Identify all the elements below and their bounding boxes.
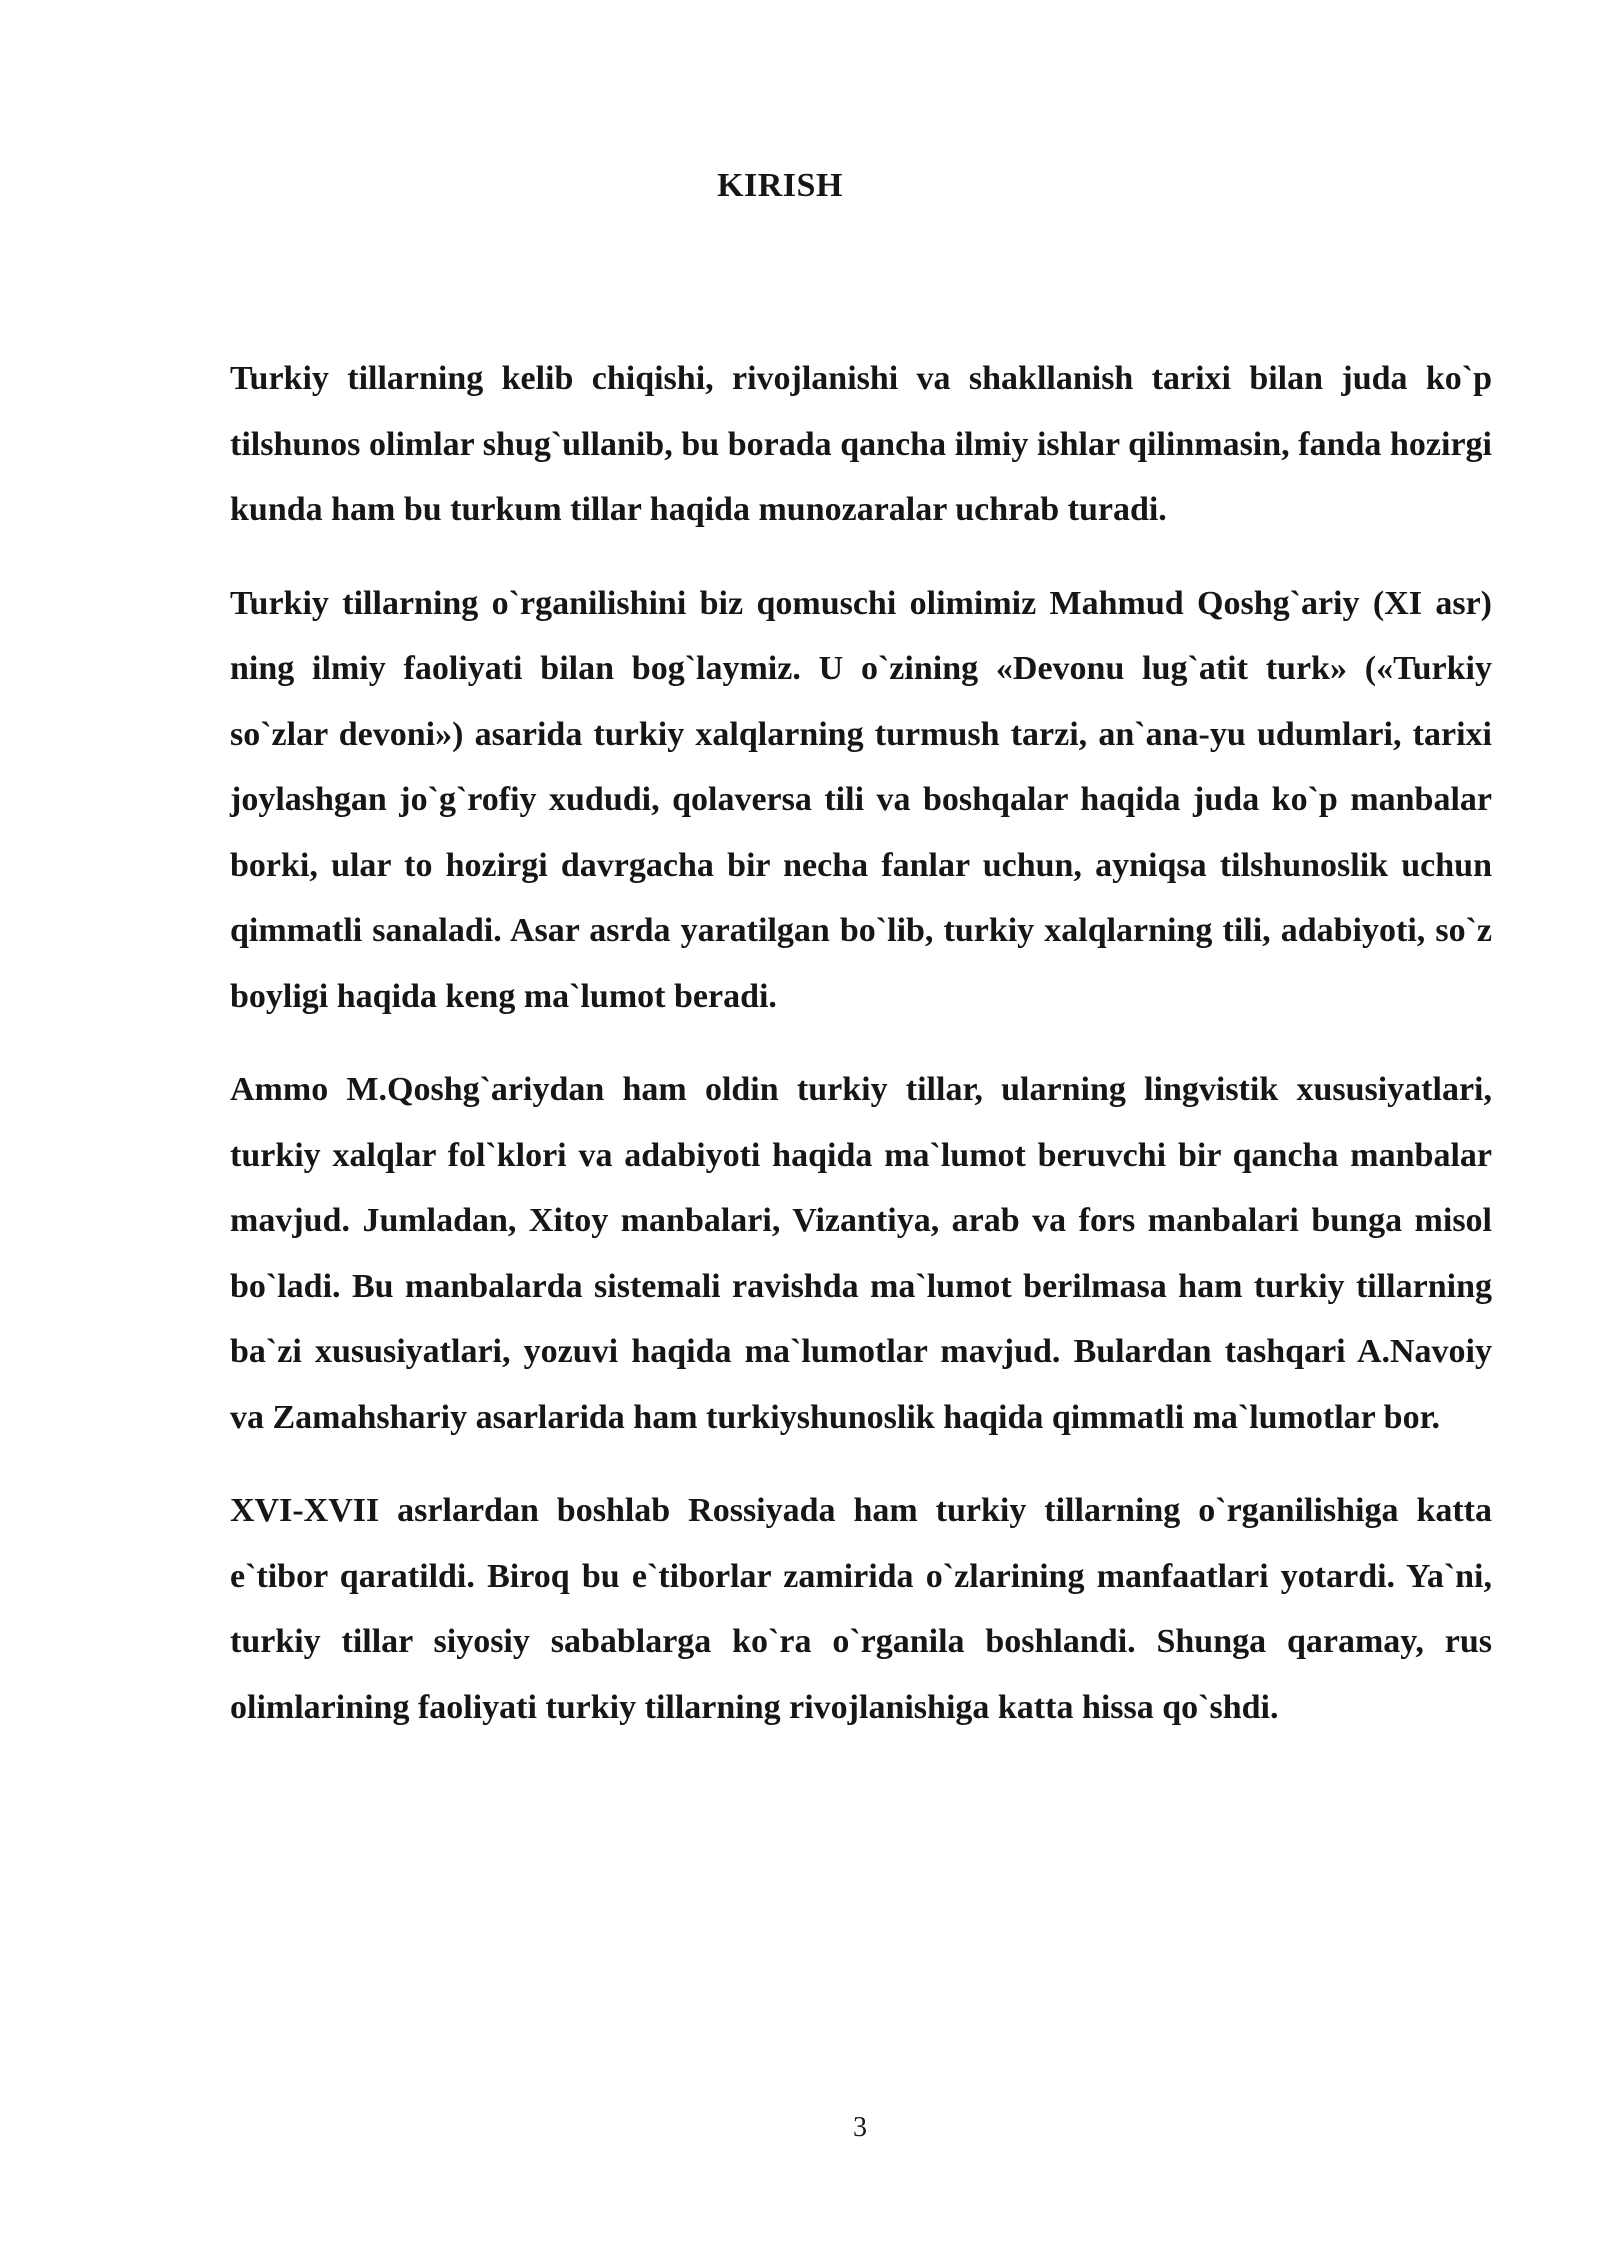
page-title: KIRISH — [717, 167, 843, 204]
body-text — [230, 346, 1492, 1768]
paragraph-3: Ammo M.Qoshg`ariydan ham oldin turkiy tillar, ularning lingvistik xususiyatlari, turkiy xalqlar fol`klori va adabiyoti haqida ma`lumot beruvchi bir qancha manbalar mavjud. Jumladan, Xitoy manbalari, Vizantiya, arab va fors manbalari bunga misol bo`ladi. Bu manbalarda sistemali ravishda ma`lumot berilmasa ham turkiy tillarning ba`zi xususiyatlari, yozuvi haqida ma`lumotlar mavjud. Bulardan tashqari A.Navoiy va Zamahshariy asarlarida ham turkiyshunoslik haqida qimmatli ma`lumotlar bor. — [230, 1071, 1492, 1436]
page-number: 3 — [853, 2112, 867, 2143]
paragraph-4: XVI-XVII asrlardan boshlab Rossiyada ham turkiy tillarning o`rganilishiga katta e`tibor qaratildi. Biroq bu e`tiborlar zamirida o`zlarining manfaatlari yotardi. Ya`ni, turkiy tillar siyosiy sabablarga ko`ra o`rganila boshlandi. Shunga qaramay, rus olimlarining faoliyati turkiy tillarning rivojlanishiga katta hissa qo`shdi. — [230, 1492, 1492, 1726]
paragraph-1: Turkiy tillarning kelib chiqishi, rivojlanishi va shakllanish tarixi bilan juda ko`p tilshunos olimlar shug`ullanib, bu borada qancha ilmiy ishlar qilinmasin, fanda hozirgi kunda ham bu turkum tillar haqida munozaralar uchrab turadi. — [230, 360, 1492, 528]
paragraph-2: Turkiy tillarning o`rganilishini biz qomuschi olimimiz Mahmud Qoshg`ariy (XI asr) ning ilmiy faoliyati bilan bog`laymiz. U o`zining «Devonu lug`atit turk» («Turkiy so`zlar devoni») asarida turkiy xalqlarning turmush tarzi, an`ana-yu udumlari, tarixi joylashgan jo`g`rofiy xududi, qolaversa tili va boshqalar haqida juda ko`p manbalar borki, ular to hozirgi davrgacha bir necha fanlar uchun, ayniqsa tilshunoslik uchun qimmatli sanaladi. Asar asrda yaratilgan bo`lib, turkiy xalqlarning tili, adabiyoti, so`z boyligi haqida keng ma`lumot beradi. — [230, 584, 1492, 1015]
